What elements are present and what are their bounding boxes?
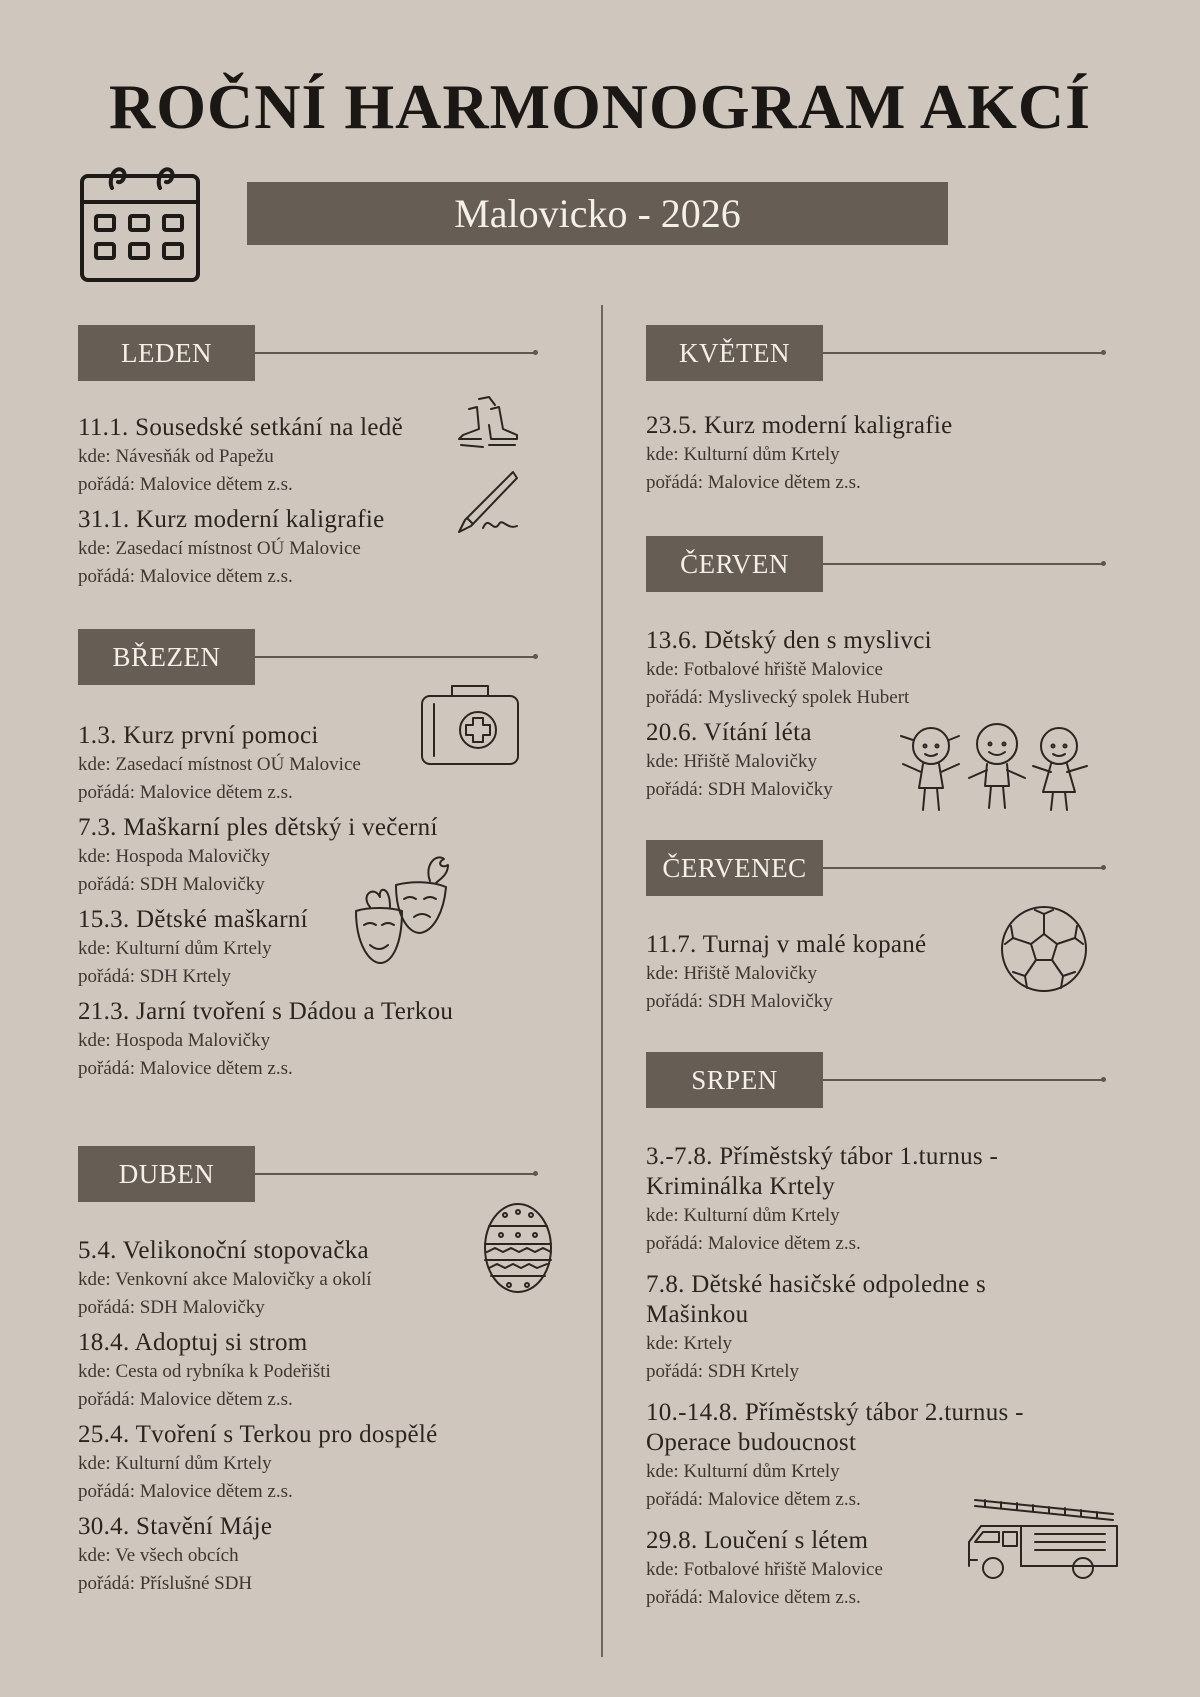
event-title: 13.6. Dětský den s myslivci (646, 627, 932, 654)
month-header (646, 325, 1106, 381)
month-rule (255, 352, 536, 354)
month-header (646, 536, 1106, 592)
month-header (646, 1052, 1106, 1108)
event-title: 25.4. Tvoření s Terkou pro dospělé (78, 1421, 438, 1448)
month-rule (823, 1079, 1104, 1081)
event-item (78, 1420, 538, 1506)
event-item (78, 905, 538, 991)
month-label: ČERVENEC (646, 840, 823, 896)
month-label: BŘEZEN (78, 629, 255, 685)
month-header (78, 629, 538, 685)
subtitle-banner (247, 182, 948, 245)
event-title: 11.7. Turnaj v malé kopané (646, 931, 927, 958)
event-organizer: pořádá: SDH Krtely (646, 1361, 800, 1382)
event-title: 7.3. Maškarní ples dětský i večerní (78, 814, 438, 841)
event-organizer: pořádá: Malovice dětem z.s. (78, 782, 293, 803)
event-organizer: pořádá: SDH Malovičky (78, 874, 265, 895)
carnival-masks-icon (350, 845, 454, 967)
event-title: 20.6. Vítání léta (646, 719, 812, 746)
month-header (78, 1146, 538, 1202)
month-srpen (646, 1052, 1106, 1608)
event-item (78, 1328, 538, 1414)
football-icon (999, 904, 1089, 994)
event-place: kde: Zasedací místnost OÚ Malovice (78, 754, 361, 775)
event-organizer: pořádá: Myslivecký spolek Hubert (646, 687, 910, 708)
event-organizer: pořádá: Malovice dětem z.s. (78, 1481, 293, 1502)
ice-skates-icon (455, 395, 521, 457)
calligraphy-pen-icon (453, 470, 521, 538)
month-label: KVĚTEN (646, 325, 823, 381)
event-title: 31.1. Kurz moderní kaligrafie (78, 506, 385, 533)
event-place: kde: Návesňák od Papežu (78, 446, 274, 467)
event-title: 15.3. Dětské maškarní (78, 906, 308, 933)
event-item (78, 1236, 538, 1322)
month-label: LEDEN (78, 325, 255, 381)
event-item (646, 626, 1106, 712)
event-place: kde: Zasedací místnost OÚ Malovice (78, 538, 361, 559)
event-place: kde: Hřiště Malovičky (646, 751, 817, 772)
month-rule (823, 352, 1104, 354)
month-kveten (646, 325, 1106, 493)
event-organizer: pořádá: Malovice dětem z.s. (646, 1489, 861, 1510)
calendar-icon (78, 162, 202, 284)
event-title: 29.8. Loučení s létem (646, 1527, 869, 1554)
event-title-continued: Mašinkou (646, 1301, 749, 1328)
event-place: kde: Kulturní dům Krtely (78, 1453, 272, 1474)
event-title: 18.4. Adoptuj si strom (78, 1329, 308, 1356)
page-title: ROČNÍ HARMONOGRAM AKCÍ (109, 71, 1091, 142)
month-cervenec (646, 840, 1106, 1012)
event-organizer: pořádá: Malovice dětem z.s. (78, 474, 293, 495)
event-item (646, 1270, 1106, 1386)
event-title-continued: Operace budoucnost (646, 1429, 857, 1456)
month-duben (78, 1146, 538, 1594)
event-item (646, 1142, 1106, 1258)
month-label: DUBEN (78, 1146, 255, 1202)
event-organizer: pořádá: Malovice dětem z.s. (646, 472, 861, 493)
event-title: 1.3. Kurz první pomoci (78, 722, 319, 749)
month-rule (823, 563, 1104, 565)
event-organizer: pořádá: Malovice dětem z.s. (78, 1389, 293, 1410)
month-cerven (646, 536, 1106, 800)
event-title: 3.-7.8. Příměstský tábor 1.turnus - (646, 1143, 999, 1170)
event-place: kde: Hřiště Malovičky (646, 963, 817, 984)
event-item (78, 997, 538, 1083)
event-place: kde: Kulturní dům Krtely (78, 938, 272, 959)
subtitle-text: Malovicko - 2026 (454, 191, 741, 236)
event-item (78, 813, 538, 899)
fire-truck-icon (965, 1490, 1125, 1582)
month-rule (255, 656, 536, 658)
month-rule (823, 867, 1104, 869)
month-brezen (78, 629, 538, 1079)
month-rule (255, 1173, 536, 1175)
event-title: 5.4. Velikonoční stopovačka (78, 1237, 369, 1264)
column-divider (601, 305, 603, 1657)
event-title: 10.-14.8. Příměstský tábor 2.turnus - (646, 1399, 1024, 1426)
event-title-continued: Kriminálka Krtely (646, 1173, 836, 1200)
event-organizer: pořádá: Malovice dětem z.s. (78, 566, 293, 587)
event-title: 21.3. Jarní tvoření s Dádou a Terkou (78, 998, 454, 1025)
event-place: kde: Cesta od rybníka k Podeřišti (78, 1361, 331, 1382)
event-organizer: pořádá: SDH Krtely (78, 966, 232, 987)
first-aid-kit-icon (418, 680, 522, 770)
event-place: kde: Kulturní dům Krtely (646, 1205, 840, 1226)
event-organizer: pořádá: Malovice dětem z.s. (646, 1587, 861, 1608)
event-place: kde: Kulturní dům Krtely (646, 1461, 840, 1482)
month-header (646, 840, 1106, 896)
event-organizer: pořádá: SDH Malovičky (78, 1297, 265, 1318)
event-place: kde: Venkovní akce Malovičky a okolí (78, 1269, 372, 1290)
kids-icon (895, 722, 1091, 814)
event-organizer: pořádá: SDH Malovičky (646, 991, 833, 1012)
event-item (646, 411, 1106, 497)
month-header (78, 325, 538, 381)
event-place: kde: Fotbalové hřiště Malovice (646, 1559, 883, 1580)
event-place: kde: Krtely (646, 1333, 733, 1354)
event-title: 30.4. Stavění Máje (78, 1513, 273, 1540)
event-item (78, 1512, 538, 1598)
event-organizer: pořádá: Malovice dětem z.s. (78, 1058, 293, 1079)
easter-egg-icon (481, 1198, 555, 1294)
event-title: 23.5. Kurz moderní kaligrafie (646, 412, 953, 439)
event-organizer: pořádá: Malovice dětem z.s. (646, 1233, 861, 1254)
month-label: ČERVEN (646, 536, 823, 592)
event-place: kde: Hospoda Malovičky (78, 1030, 271, 1051)
event-organizer: pořádá: SDH Malovičky (646, 779, 833, 800)
month-label: SRPEN (646, 1052, 823, 1108)
event-organizer: pořádá: Příslušné SDH (78, 1573, 253, 1594)
event-place: kde: Fotbalové hřiště Malovice (646, 659, 883, 680)
event-place: kde: Kulturní dům Krtely (646, 444, 840, 465)
event-place: kde: Hospoda Malovičky (78, 846, 271, 867)
event-title: 7.8. Dětské hasičské odpoledne s (646, 1271, 987, 1298)
month-leden (78, 325, 538, 587)
event-place: kde: Ve všech obcích (78, 1545, 239, 1566)
event-title: 11.1. Sousedské setkání na ledě (78, 414, 403, 441)
